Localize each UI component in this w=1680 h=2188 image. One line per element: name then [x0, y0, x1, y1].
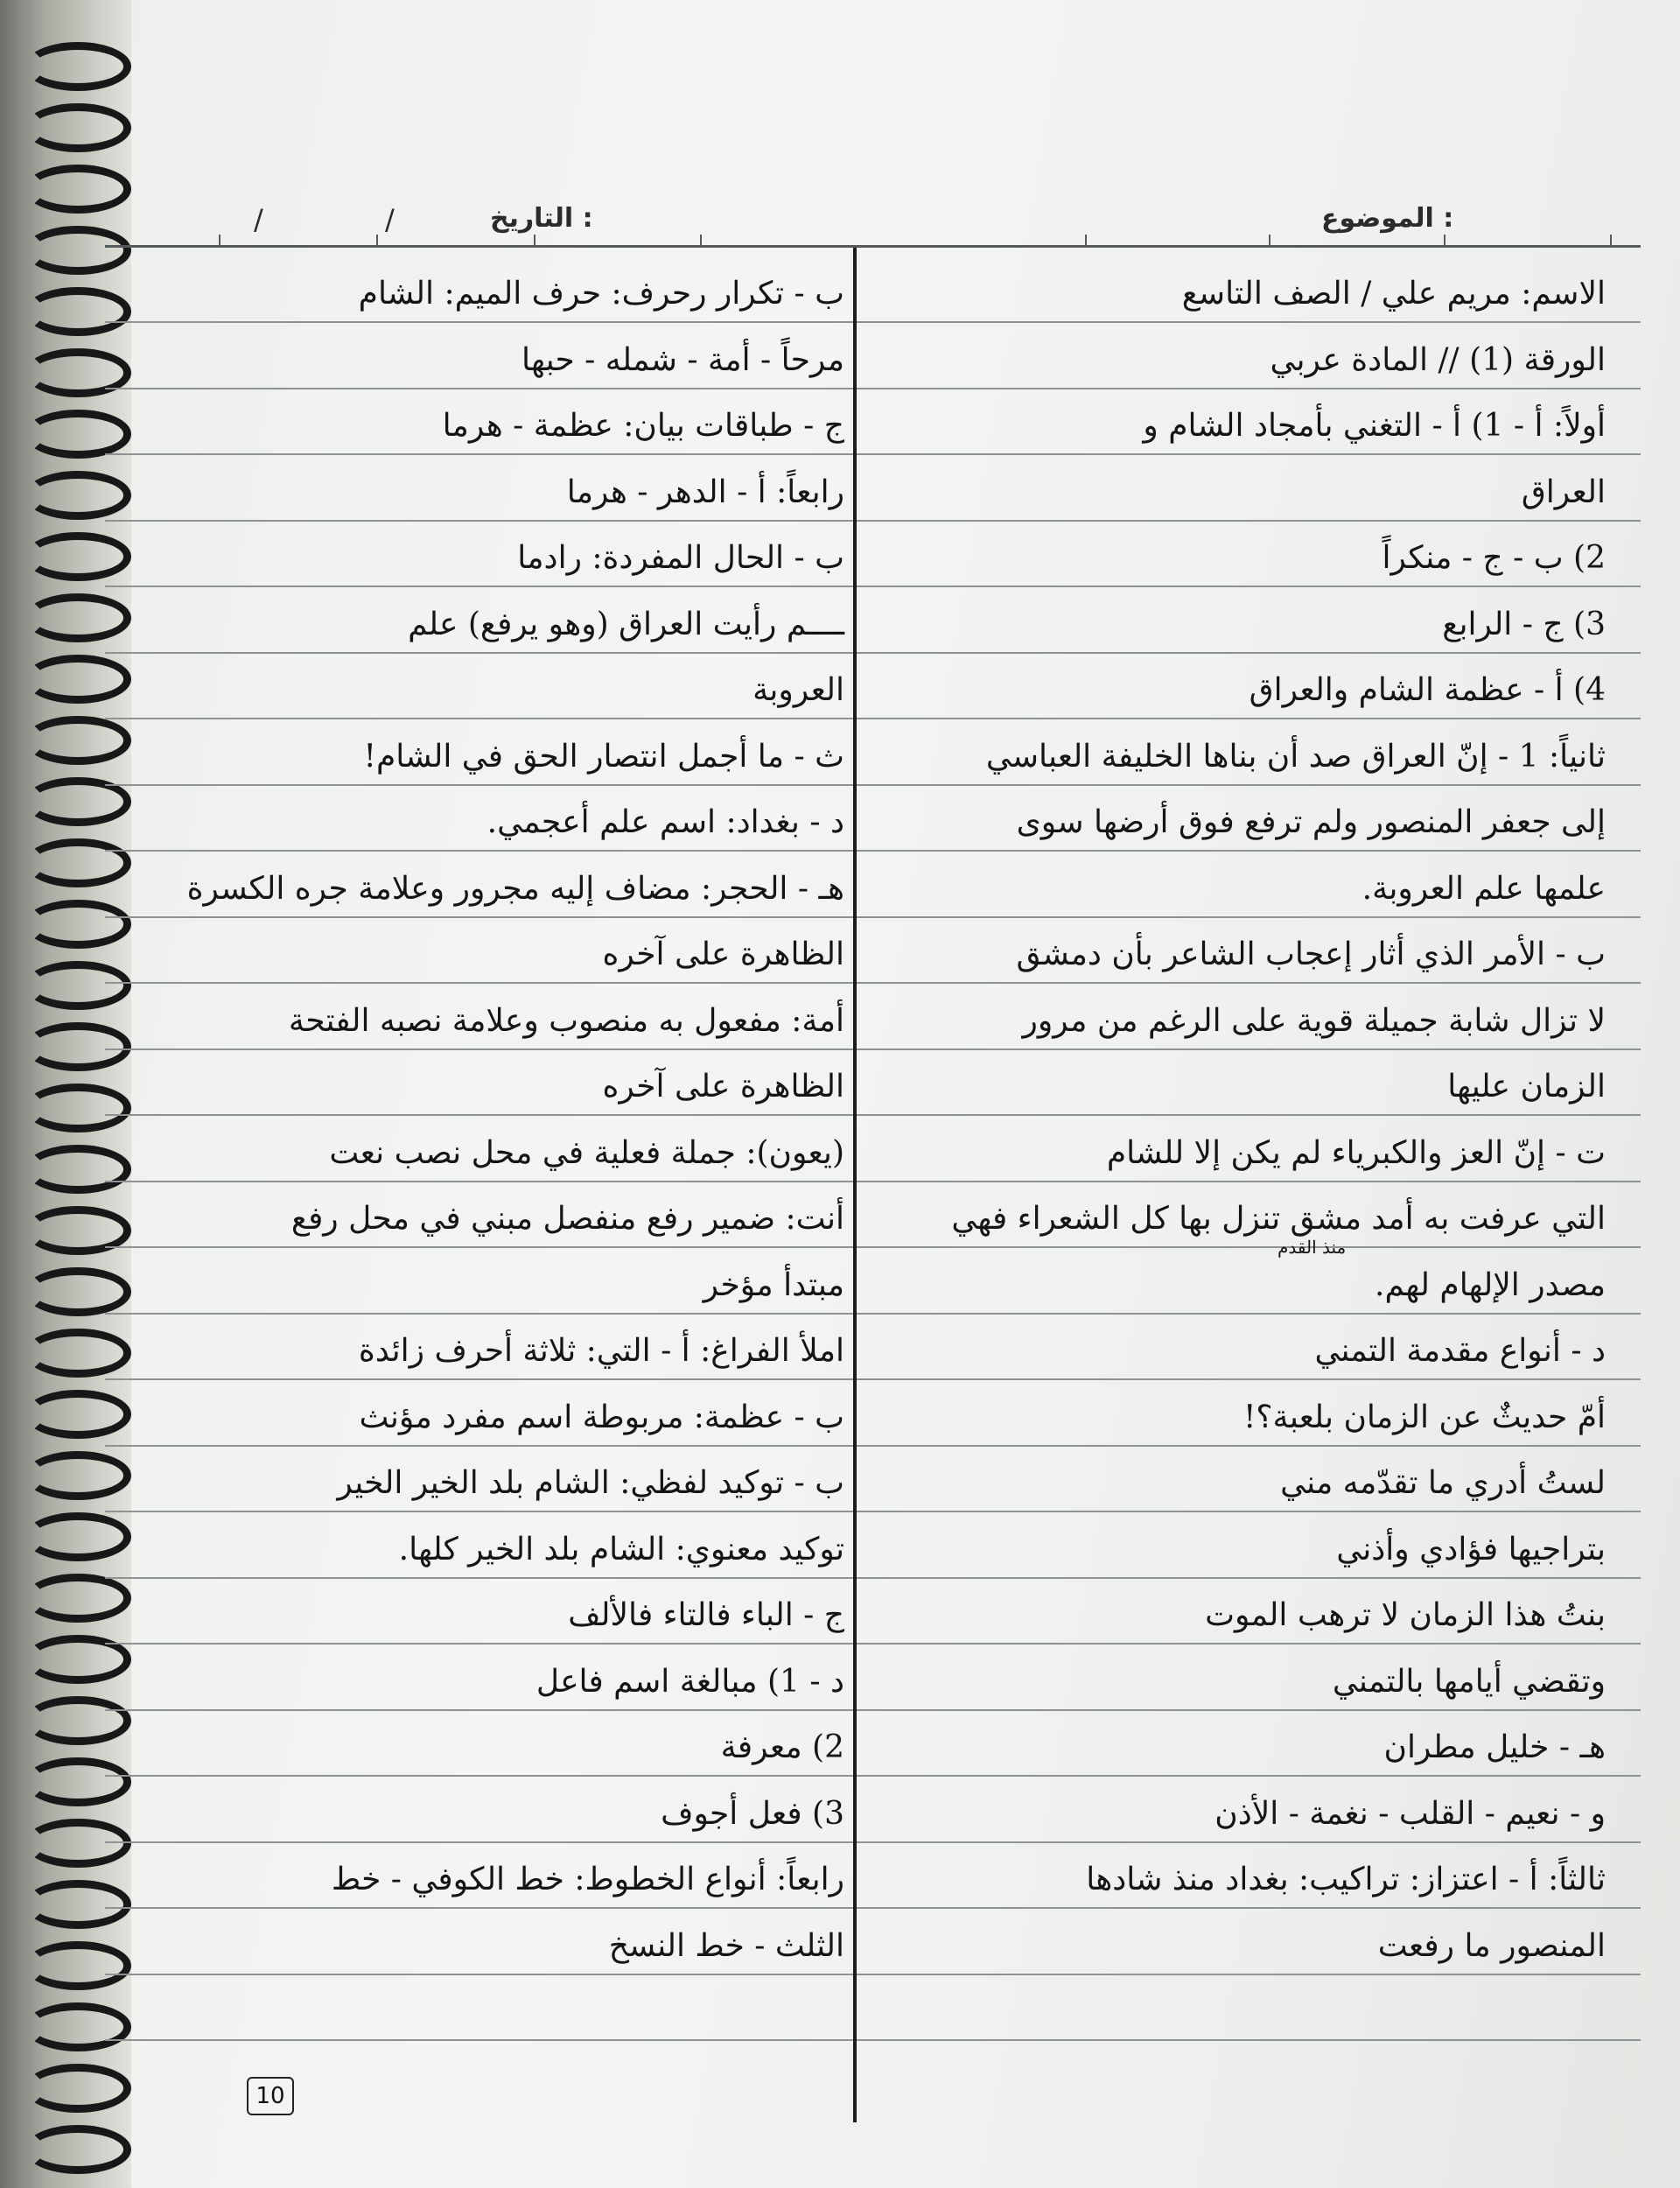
date-separator-2: / — [385, 203, 395, 236]
handwritten-line: د - أنواع مقدمة التمني — [1314, 1333, 1606, 1369]
handwritten-line: ب - عظمة: مربوطة اسم مفرد مؤنث — [359, 1399, 844, 1435]
ruled-line — [105, 1114, 1641, 1116]
handwritten-line: رابعاً: أنواع الخطوط: خط الكوفي - خط — [331, 1862, 844, 1897]
spiral-ring — [24, 1267, 131, 1316]
spiral-ring — [24, 1451, 131, 1500]
ruled-line — [105, 453, 1641, 455]
handwritten-line: أنت: ضمير رفع منفصل مبني في محل رفع — [290, 1201, 844, 1237]
header-rule — [105, 245, 1641, 248]
handwritten-line: مرحاً - أمة - شمله - حبها — [522, 341, 844, 378]
handwritten-line: 2) معرفة — [720, 1729, 844, 1765]
ruled-line — [105, 1775, 1641, 1777]
handwritten-line: ب - الأمر الذي أثار إعجاب الشاعر بأن دمشق — [1016, 936, 1606, 972]
header-rule-tick — [1085, 235, 1087, 247]
handwritten-line: هـ - خليل مطران — [1383, 1729, 1606, 1765]
handwritten-line: رابعاً: أ - الدهر - هرما — [566, 473, 844, 510]
ruled-line — [105, 1181, 1641, 1182]
header-rule-tick — [1444, 235, 1446, 247]
spiral-ring — [24, 1574, 131, 1623]
header-rule-tick — [1610, 235, 1612, 247]
ruled-line — [105, 1907, 1641, 1909]
handwritten-line: د - بغداد: اسم علم أعجمي. — [486, 804, 844, 840]
handwritten-line: أولاً: أ - 1) أ - التغني بأمجاد الشام و — [1143, 408, 1606, 444]
ruled-line — [105, 1378, 1641, 1380]
handwritten-line: وتقضي أيامها بالتمني — [1332, 1663, 1606, 1700]
spiral-ring — [24, 716, 131, 765]
ruled-line — [105, 1313, 1641, 1315]
handwritten-line: ــــم رأيت العراق (وهو يرفع) علم — [408, 606, 844, 642]
spiral-ring — [24, 410, 131, 459]
handwritten-line: 3) ج - الرابع — [1442, 606, 1606, 642]
header-rule-tick — [700, 235, 702, 247]
handwritten-line: ثالثاً: أ - اعتزاز: تراكيب: بغداد منذ شادها — [1086, 1862, 1606, 1897]
handwritten-line: مبتدأ مؤخر — [703, 1266, 844, 1303]
spiral-ring — [24, 2002, 131, 2051]
ruled-line — [105, 1577, 1641, 1579]
ruled-line — [105, 1709, 1641, 1711]
ruled-line — [105, 784, 1641, 786]
spiral-ring — [24, 42, 131, 91]
spiral-ring — [24, 1145, 131, 1194]
center-divider-line — [853, 248, 857, 2122]
handwritten-line: لستُ أدري ما تقدّمه مني — [1280, 1465, 1606, 1501]
handwritten-line: و - نعيم - القلب - نغمة - الأذن — [1214, 1795, 1606, 1832]
date-separator-1: / — [254, 203, 263, 236]
margin-note: منذ القدم — [1278, 1237, 1347, 1258]
spiral-ring — [24, 348, 131, 397]
spiral-ring — [24, 1757, 131, 1806]
ruled-line — [105, 1643, 1641, 1645]
handwritten-line: ج - طباقات بيان: عظمة - هرما — [442, 408, 844, 444]
handwritten-line: أمة: مفعول به منصوب وعلامة نصبه الفتحة — [288, 1002, 844, 1039]
handwritten-line: توكيد معنوي: الشام بلد الخير كلها. — [398, 1531, 844, 1567]
spiral-ring — [24, 900, 131, 949]
spiral-ring — [24, 2064, 131, 2113]
handwritten-line: 4) أ - عظمة الشام والعراق — [1249, 672, 1606, 708]
handwritten-line: ب - تكرار رحرف: حرف الميم: الشام — [358, 276, 844, 312]
handwritten-line: ت - إنّ العز والكبرياء لم يكن إلا للشام — [1106, 1134, 1606, 1171]
handwritten-line: بتراجيها فؤادي وأذني — [1336, 1531, 1606, 1567]
subject-label: الموضوع : — [1321, 203, 1454, 234]
header-rule-tick — [376, 235, 378, 247]
handwritten-line: أمّ حديثٌ عن الزمان بلعبة؟! — [1242, 1399, 1606, 1435]
handwritten-line: الظاهرة على آخره — [602, 1069, 844, 1105]
spiral-ring — [24, 165, 131, 214]
header-rule-tick — [534, 235, 536, 247]
ruled-line — [105, 586, 1641, 587]
spiral-ring — [24, 593, 131, 642]
spiral-ring — [24, 1390, 131, 1439]
ruled-line — [105, 1246, 1641, 1248]
handwritten-line: إلى جعفر المنصور ولم ترفع فوق أرضها سوى — [1016, 804, 1606, 840]
handwritten-line: الزمان عليها — [1447, 1069, 1606, 1105]
handwritten-line: الثلث - خط النسخ — [608, 1927, 844, 1964]
spiral-ring — [24, 103, 131, 152]
handwritten-line: ب - توكيد لفظي: الشام بلد الخير الخير — [337, 1465, 844, 1501]
handwritten-line: المنصور ما رفعت — [1377, 1927, 1606, 1964]
handwritten-line: الاسم: مريم علي / الصف التاسع — [1181, 276, 1606, 312]
handwritten-line: املأ الفراغ: أ - التي: ثلاثة أحرف زائدة — [358, 1333, 844, 1369]
ruled-line — [105, 916, 1641, 918]
ruled-line — [105, 2039, 1641, 2041]
spiral-ring — [24, 1880, 131, 1929]
handwritten-line: د - 1) مبالغة اسم فاعل — [536, 1663, 844, 1700]
ruled-line — [105, 982, 1641, 984]
handwritten-line: (يعون): جملة فعلية في محل نصب نعت — [329, 1134, 844, 1171]
ruled-line — [105, 718, 1641, 719]
ruled-line — [105, 1841, 1641, 1843]
spiral-ring — [24, 471, 131, 520]
spiral-ring — [24, 1083, 131, 1133]
ruled-line — [105, 1048, 1641, 1050]
handwritten-line: ج - الباء فالتاء فالألف — [568, 1597, 844, 1633]
spiral-ring — [24, 1696, 131, 1745]
handwritten-line: 2) ب - ج - منكراً — [1382, 540, 1606, 576]
page-number: 10 — [247, 2077, 294, 2115]
spiral-ring — [24, 1022, 131, 1071]
handwritten-line: علمها علم العروبة. — [1362, 870, 1606, 907]
header-rule-tick — [219, 235, 220, 247]
handwritten-line: ب - الحال المفردة: رادما — [517, 540, 844, 576]
ruled-line — [105, 1511, 1641, 1512]
ruled-line — [105, 850, 1641, 852]
header-rule-tick — [1269, 235, 1270, 247]
handwritten-line: لا تزال شابة جميلة قوية على الرغم من مرور — [1022, 1002, 1606, 1039]
spiral-ring — [24, 226, 131, 275]
date-label: التاريخ : — [490, 203, 593, 234]
ruled-line — [105, 321, 1641, 323]
handwritten-line: الظاهرة على آخره — [602, 936, 844, 972]
ruled-line — [105, 1974, 1641, 1975]
spiral-ring — [24, 1941, 131, 1990]
spiral-ring — [24, 1819, 131, 1868]
handwritten-line: ث - ما أجمل انتصار الحق في الشام! — [363, 738, 844, 775]
ruled-line — [105, 1445, 1641, 1447]
handwritten-line: بنتُ هذا الزمان لا ترهب الموت — [1205, 1597, 1606, 1633]
handwritten-line: ثانياً: 1 - إنّ العراق صد أن بناها الخليفة العباسي — [985, 738, 1606, 775]
handwritten-line: الورقة (1) // المادة عربي — [1270, 341, 1606, 378]
spiral-binding — [0, 0, 131, 2188]
spiral-ring — [24, 838, 131, 887]
spiral-ring — [24, 961, 131, 1010]
handwritten-line: هـ - الحجر: مضاف إليه مجرور وعلامة جره الكسرة — [186, 870, 844, 907]
spiral-ring — [24, 655, 131, 704]
spiral-ring — [24, 2125, 131, 2174]
spiral-ring — [24, 1329, 131, 1378]
handwritten-line: التي عرفت به أمد مشق تنزل بها كل الشعراء فهي — [951, 1201, 1606, 1237]
handwritten-line: 3) فعل أجوف — [661, 1795, 844, 1832]
ruled-line — [105, 388, 1641, 389]
handwritten-line: مصدر الإلهام لهم. — [1375, 1266, 1606, 1303]
handwritten-line: العراق — [1521, 473, 1606, 510]
spiral-ring — [24, 532, 131, 581]
spiral-ring — [24, 1512, 131, 1561]
ruled-line — [105, 652, 1641, 654]
spiral-ring — [24, 287, 131, 336]
ruled-line — [105, 520, 1641, 522]
handwritten-line: العروبة — [752, 672, 844, 708]
